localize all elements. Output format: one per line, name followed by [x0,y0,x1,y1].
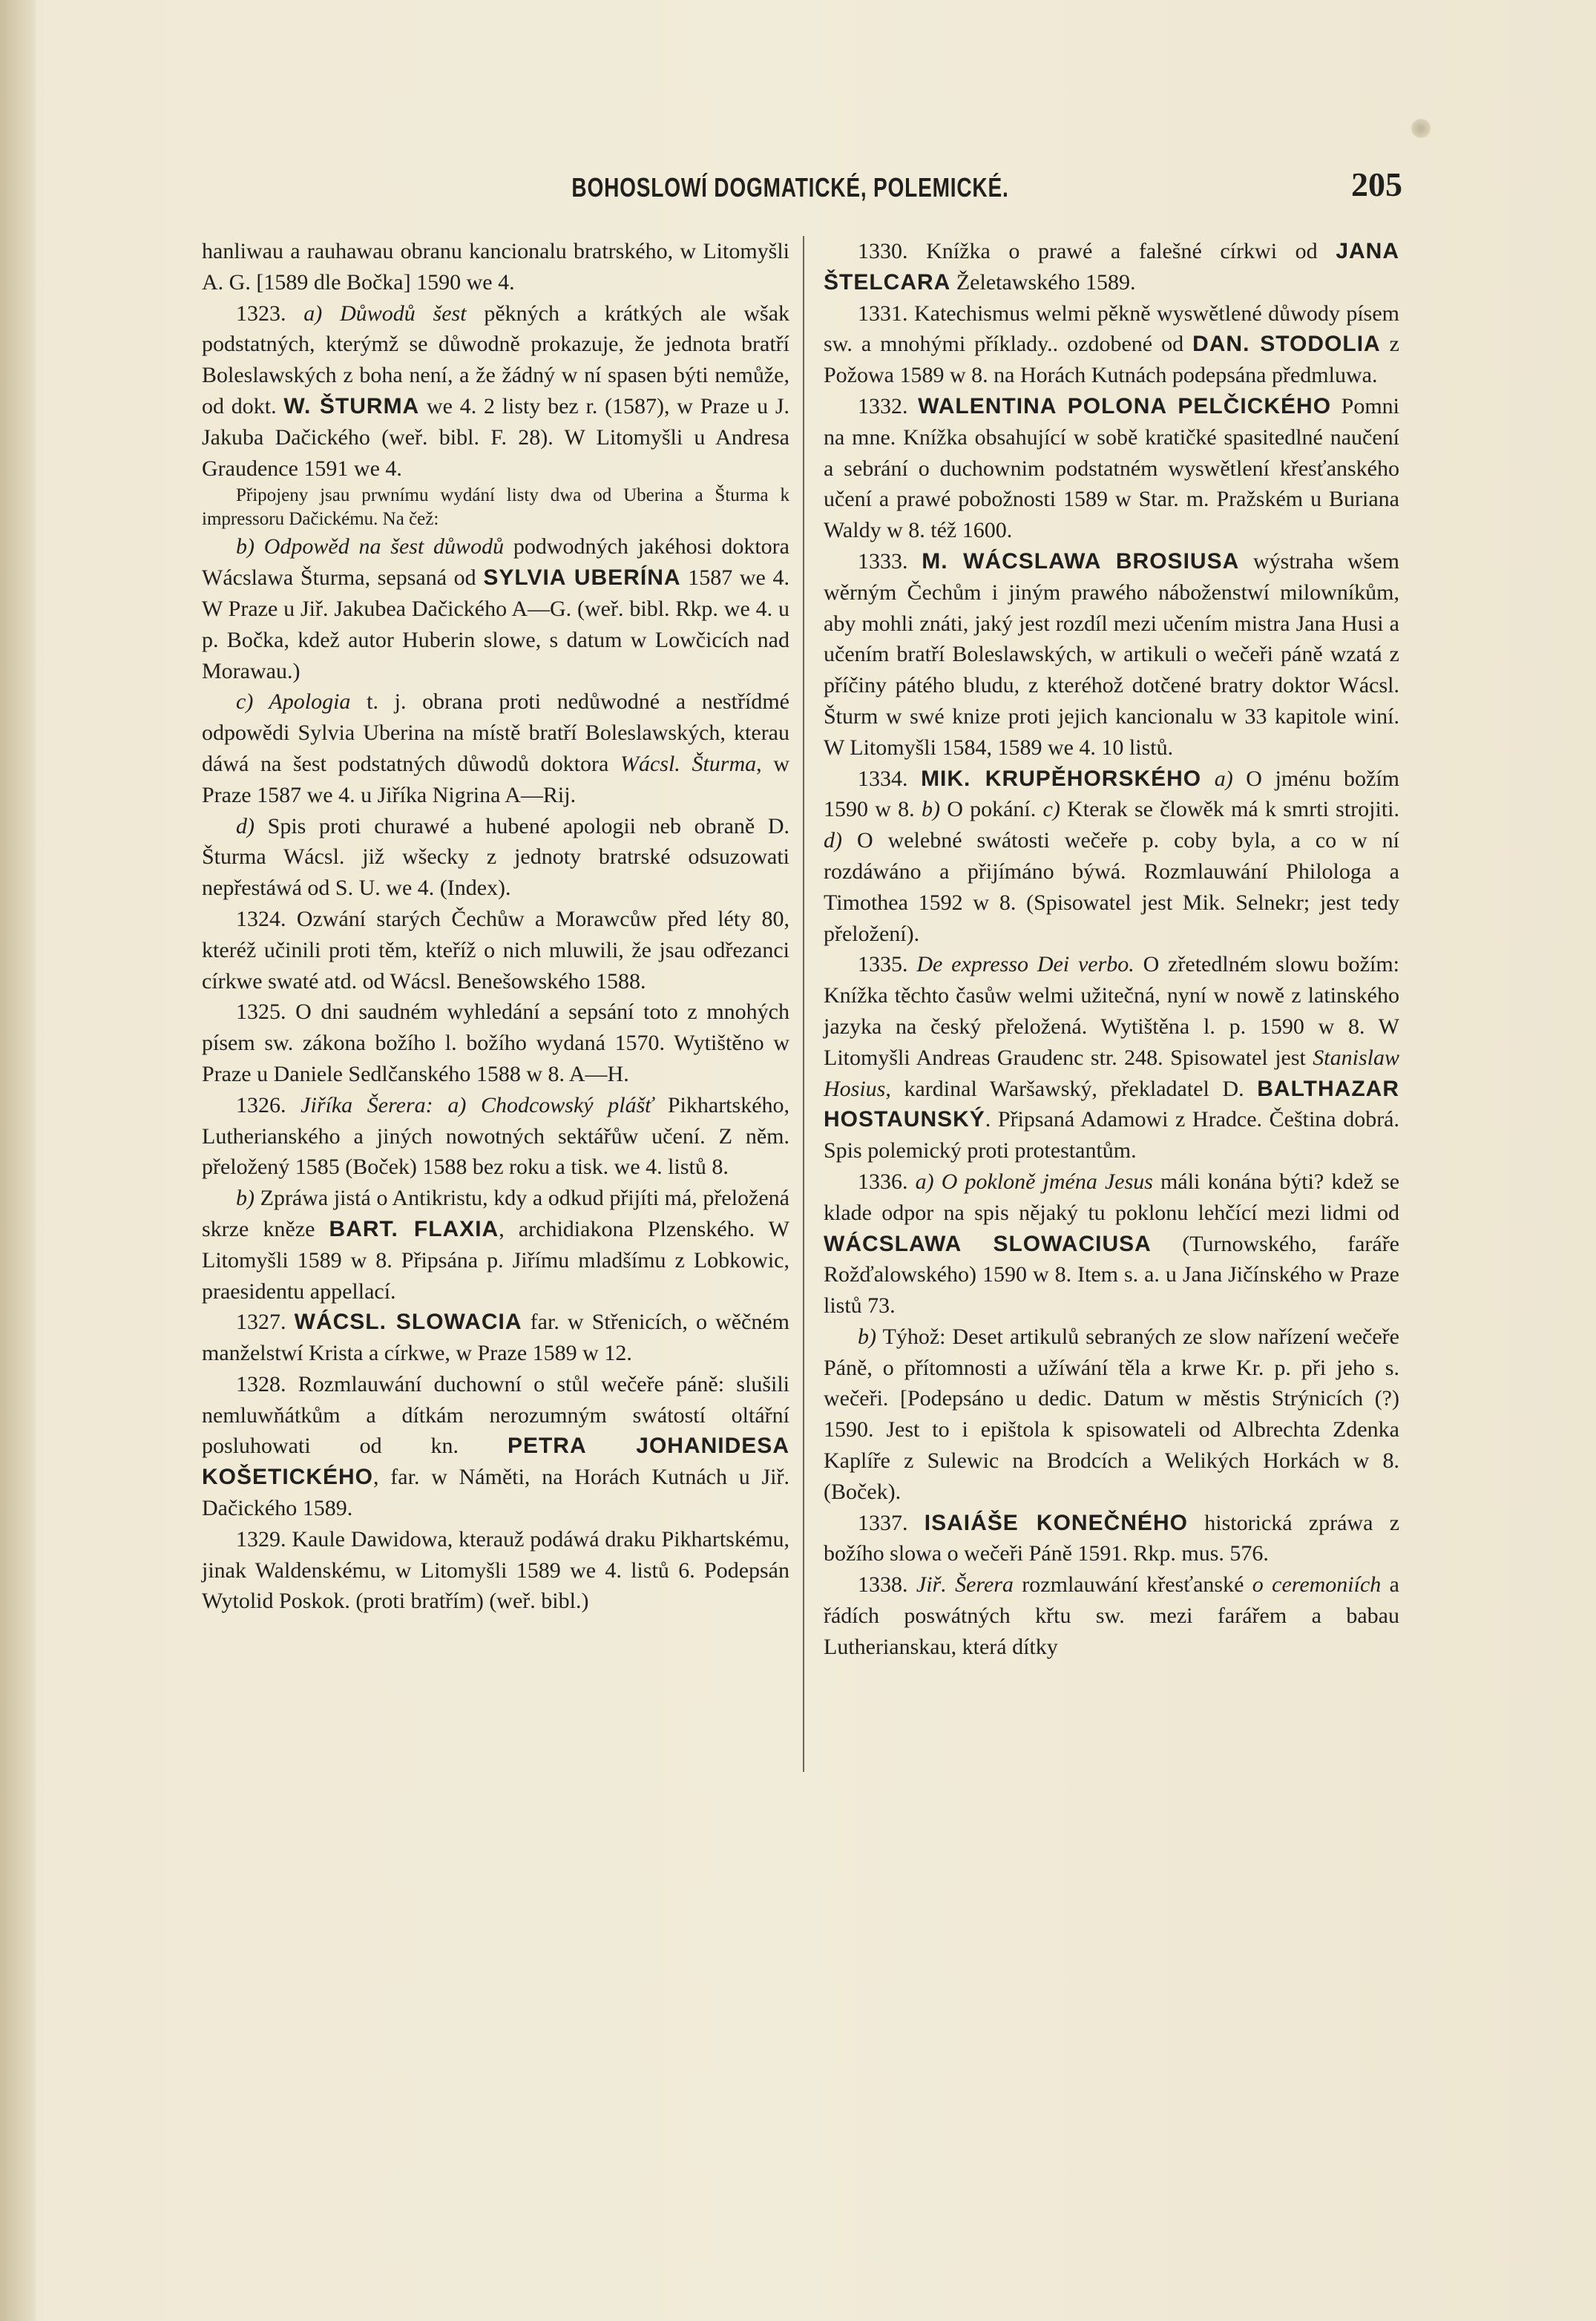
entry-text: 1325. O dni saudném wyhledání a sepsání toto z mnohých písem sw. zákona božího l. božího wydaná 1570. Wytištěno w Praze u Daniele Sedlčanského 1588 w 8. A—H. [202,999,789,1086]
entry-text: 1331. Katechismus welmi pěkně wyswětlené důwody písem sw. a mnohými příklady.. ozdobené od [824,301,1399,357]
entry-paragraph [824,391,1399,546]
entry-text: 1333. [858,548,922,574]
italic-title: b) [858,1324,876,1349]
italic-title: Wácsl. Šturma [620,751,757,776]
entry-text: historická zpráwa z božího slowa o wečeři Páně 1591. Rkp. mus. 576. [824,1510,1400,1566]
author-name: WÁCSLAWA SLOWACIUSA [824,1231,1152,1256]
entry-paragraph [202,904,789,997]
entry-text [1201,766,1215,791]
italic-title: Jiříka Šerera: a) Chodcowský plášť [301,1092,654,1117]
entry-text: Želetawského 1589. [950,269,1136,295]
entry-text: 1336. [858,1169,916,1194]
author-name: W. ŠTURMA [283,393,420,418]
entry-text: Připojeny jsau prwnímu wydání listy dwa od Uberina a Šturma k impressoru Dačickému. Na čež: [202,485,789,530]
entry-text: 1330. Knížka o prawé a falešné církwi od [858,239,1336,263]
entry-paragraph [202,1183,789,1307]
entry-paragraph [824,1508,1399,1570]
author-name: BART. FLAXIA [329,1216,499,1241]
entry-text: (Turnowského, faráře Rožďalowského) 1590 w 8. Item s. a. u Jana Jičínského w Praze listů 73. [824,1231,1400,1319]
entry-text: 1328. Rozmlauwání duchowní o stůl wečeře páně: slušili nemluwňátkům a dítkám nerozumným swátostí oltářní posluhowati od kn. [202,1371,789,1459]
entry-text: 1338. [858,1572,916,1598]
author-name: SYLVIA UBERÍNA [483,565,681,591]
entry-text: far. w Střenicích, o wěčném manželstwí Krista a církwe, w Praze 1589 w 12. [202,1310,790,1366]
entry-text: O jménu božím 1590 w 8. [824,766,1400,822]
entry-paragraph [824,236,1399,298]
entry-text: a řádích poswátných křtu sw. mezi farářem a babau Lutherianskau, která dítky [824,1572,1399,1659]
author-name: DAN. STODOLIA [1192,332,1381,357]
italic-title: a) [1214,766,1233,791]
entry-paragraph [824,546,1399,764]
italic-title: b) [236,1186,254,1211]
author-name: ISAIÁŠE KONEČNÉHO [924,1510,1188,1535]
author-name: WALENTINA POLONA PELČICKÉHO [918,393,1332,418]
author-name: PETRA JOHANIDESA KOŠETICKÉHO [202,1434,789,1490]
entry-text: O pokání. [939,797,1043,822]
italic-title: o ceremoniích [1252,1572,1382,1598]
entry-text: 1337. [858,1510,925,1535]
italic-title: De expresso Dei verbo. [916,952,1134,977]
entry-text: Zpráwa jistá o Antikristu, kdy a odkud přijíti má, přeložená skrze kněze [202,1186,789,1241]
entry-text: rozmlauwání křesťanské [1013,1572,1252,1598]
entry-text: 1324. Ozwání starých Čechůw a Morawcůw před léty 80, kteréž učinili proti těm, kteříž o nich mluwili, že jsau odřezanci církwe swaté atd. od Wácsl. Benešowského 1588. [202,906,789,994]
author-name: JANA ŠTELCARA [824,239,1399,295]
italic-title: c) Apologia [236,689,351,715]
entry-text: Kterak se člowěk má k smrti strojiti. [1060,797,1399,822]
entry-text: 1587 we 4. W Praze u Jiř. Jakubea Dačického A—G. (weř. bibl. Rkp. we 4. u p. Bočka, kdež autor Huberin slowe, s datum w Lowčicích nad Morawau.) [202,565,789,683]
entry-text: z Požowa 1589 w 8. na Horách Kutnách podepsána předmluwa. [824,332,1400,388]
entry-text: Pikhartského, Lutherianského a jiných nowotných sektářůw učení. Z něm. přeložený 1585 (Boček) 1588 bez roku a tisk. we 4. listů 8. [202,1092,790,1180]
author-name: WÁCSL. SLOWACIA [294,1310,522,1335]
italic-title: a) Důwodů šest [303,301,467,326]
ink-blot-mark [1410,119,1432,138]
italic-title: b) [921,797,940,822]
entry-text: , archidiakona Plzenského. W Litomyšli 1589 w 8. Připsána p. Jiřímu mladšímu z Lobkowic, praesidentu appellací. [202,1216,789,1304]
entry-text: Týhož: Deset artikulů sebraných ze slow nařízení wečeře Páně, o přítomnosti a užíwání těla a krwe Kr. p. při jeho s. wečeři. [Podepsáno u dedic. Datum w městis Strýnicích (?) 1590. Jest to i epištola k spisowateli od Albrechta Zdenka Kaplíře z Sulewic na Brodcích a Welikých Horkách w 8. (Boček). [824,1324,1399,1504]
footnote-paragraph [202,484,789,531]
entry-text: 1327. [236,1310,295,1335]
entry-text: 1334. [858,766,922,791]
entry-text: , far. w Náměti, na Horách Kutnách u Jiř. Dačického 1589. [202,1465,789,1521]
italic-title: d) [236,813,254,838]
entry-text: O welebné swátosti wečeře p. coby byla, a co w ní rozdáwáno a přijímáno býwá. Rozmlauwání Philologa a Timothea 1592 w 8. (Spisowatel jest Mik. Selnekr; jest tedy přeložení). [824,828,1399,946]
entry-paragraph [824,949,1399,1166]
entry-text: Pomni na mne. Knížka obsahující w sobě kratičké spasitedlné naučení a sebrání o duchownim podstatném wyswětlení křesťanského učení a prawé pobožnosti 1589 w Star. m. Pražském u Buriana Waldy w 8. též 1600. [824,393,1400,543]
right-column [824,236,1399,1663]
running-head: BOHOSLOWÍ DOGMATICKÉ, POLEMICKÉ. [571,172,1009,203]
entry-text: máli konána býti? kdež se klade odpor na spis nějaký tu poklonu lehčící mezi lidmi od [824,1169,1400,1225]
italic-title: Jiř. Šerera [916,1572,1014,1598]
entry-text: 1323. [236,301,304,326]
italic-title: b) Odpowěd na šest důwodů [236,534,505,559]
entry-text: 1332. [858,393,919,418]
entry-paragraph [202,1369,789,1524]
entry-text: t. j. obrana proti nedůwodné a nestřídmé odpowědi Sylvia Uberina na místě bratří Boleslawských, kterau dáwá na šest podstatných důwodů doktora [202,689,789,776]
entry-text: . Připsaná Adamowi z Hradce. Čeština dobrá. Spis polemický proti protestantům. [824,1107,1399,1163]
italic-title: c) [1042,797,1060,822]
entry-text: , kardinal Waršawský, překladatel D. [885,1076,1258,1101]
entry-text: , w Praze 1587 we 4. u Jiříka Nigrina A—Rij. [202,751,789,807]
left-column [202,236,789,1617]
author-name: MIK. KRUPĚHORSKÉHO [921,766,1202,791]
column-divider [803,236,804,1772]
entry-paragraph [202,686,789,810]
entry-paragraph [202,1307,789,1369]
entry-text: wýstraha wšem wěrným Čechům i jiným prawého náboženstwí milowníkům, aby mohli znáti, jaký jest rozdíl mezi učením mistra Jana Husi a učením bratří Boleslawských, w artikuli o wečeři páně wzatá z příčiny pátého bludu, z kteréhož dotčené bratry doktor Wácsl. Šturm w swé knize proti jejich kancionalu w 33 kapitole winí. W Litomyšli 1584, 1589 we 4. 10 listů. [824,548,1399,760]
author-name: M. WÁCSLAWA BROSIUSA [922,548,1240,574]
entry-paragraph [824,1569,1399,1662]
entry-paragraph [202,298,789,485]
entry-paragraph [824,764,1399,950]
entry-paragraph [202,997,789,1089]
entry-text: we 4. 2 listy bez r. (1587), w Praze u J. Jakuba Dačického (weř. bibl. F. 28). W Litomyšli u Andresa Graudence 1591 we 4. [202,393,789,481]
entry-text: 1335. [858,952,917,977]
entry-text: O zřetedlném slowu božím: Knížka těchto časůw welmi užitečná, nyní w nowě z latinského jazyka na český přeložená. Wytištěna l. p. 1590 w 8. W Litomyšli Andreas Graudenc str. 248. Spisowatel jest [824,952,1399,1070]
entry-paragraph [202,811,789,904]
italic-title: Stanislaw Hosius [824,1045,1399,1101]
entry-text: Spis proti churawé a hubené apologii neb obraně D. Šturma Wácsl. již wšecky z jednoty bratrské odsuzowati nepřestáwá od S. U. we 4. (Index). [202,813,789,901]
binding-edge [0,0,36,2321]
entry-paragraph [202,1524,789,1617]
entry-paragraph [202,1090,789,1183]
entry-paragraph [824,1166,1399,1322]
italic-title: a) O pokloně jména Jesus [915,1169,1153,1194]
entry-paragraph [202,531,789,686]
entry-paragraph: hanliwau a rauhawau obranu kancionalu bratrského, w Litomyšli A. G. [1589 dle Bočka] 1590 we 4. [202,239,789,295]
entry-text: podwodných jakéhosi doktora Wácslawa Šturma, sepsaná od [202,534,789,591]
entry-paragraph [824,1322,1399,1508]
entry-text: pěkných a krátkých ale wšak podstatných, kterýmž se důwodně prokazuje, že jednota bratří Boleslawských z boha není, a že žádný w ní spasen býti nemůže, od dokt. [202,301,790,418]
italic-title: d) [824,828,842,853]
entry-paragraph [824,298,1399,391]
entry-text: 1326. [236,1092,301,1117]
author-name: BALTHAZAR HOSTAUNSKÝ [824,1076,1399,1132]
page-number: 205 [1351,165,1402,203]
entry-text: 1329. Kaule Dawidowa, kterauž podáwá draku Pikhartskému, jinak Waldenskému, w Litomyšli 1589 we 4. listů 6. Podepsán Wytolid Poskok. (proti bratřím) (weř. bibl.) [202,1526,789,1614]
